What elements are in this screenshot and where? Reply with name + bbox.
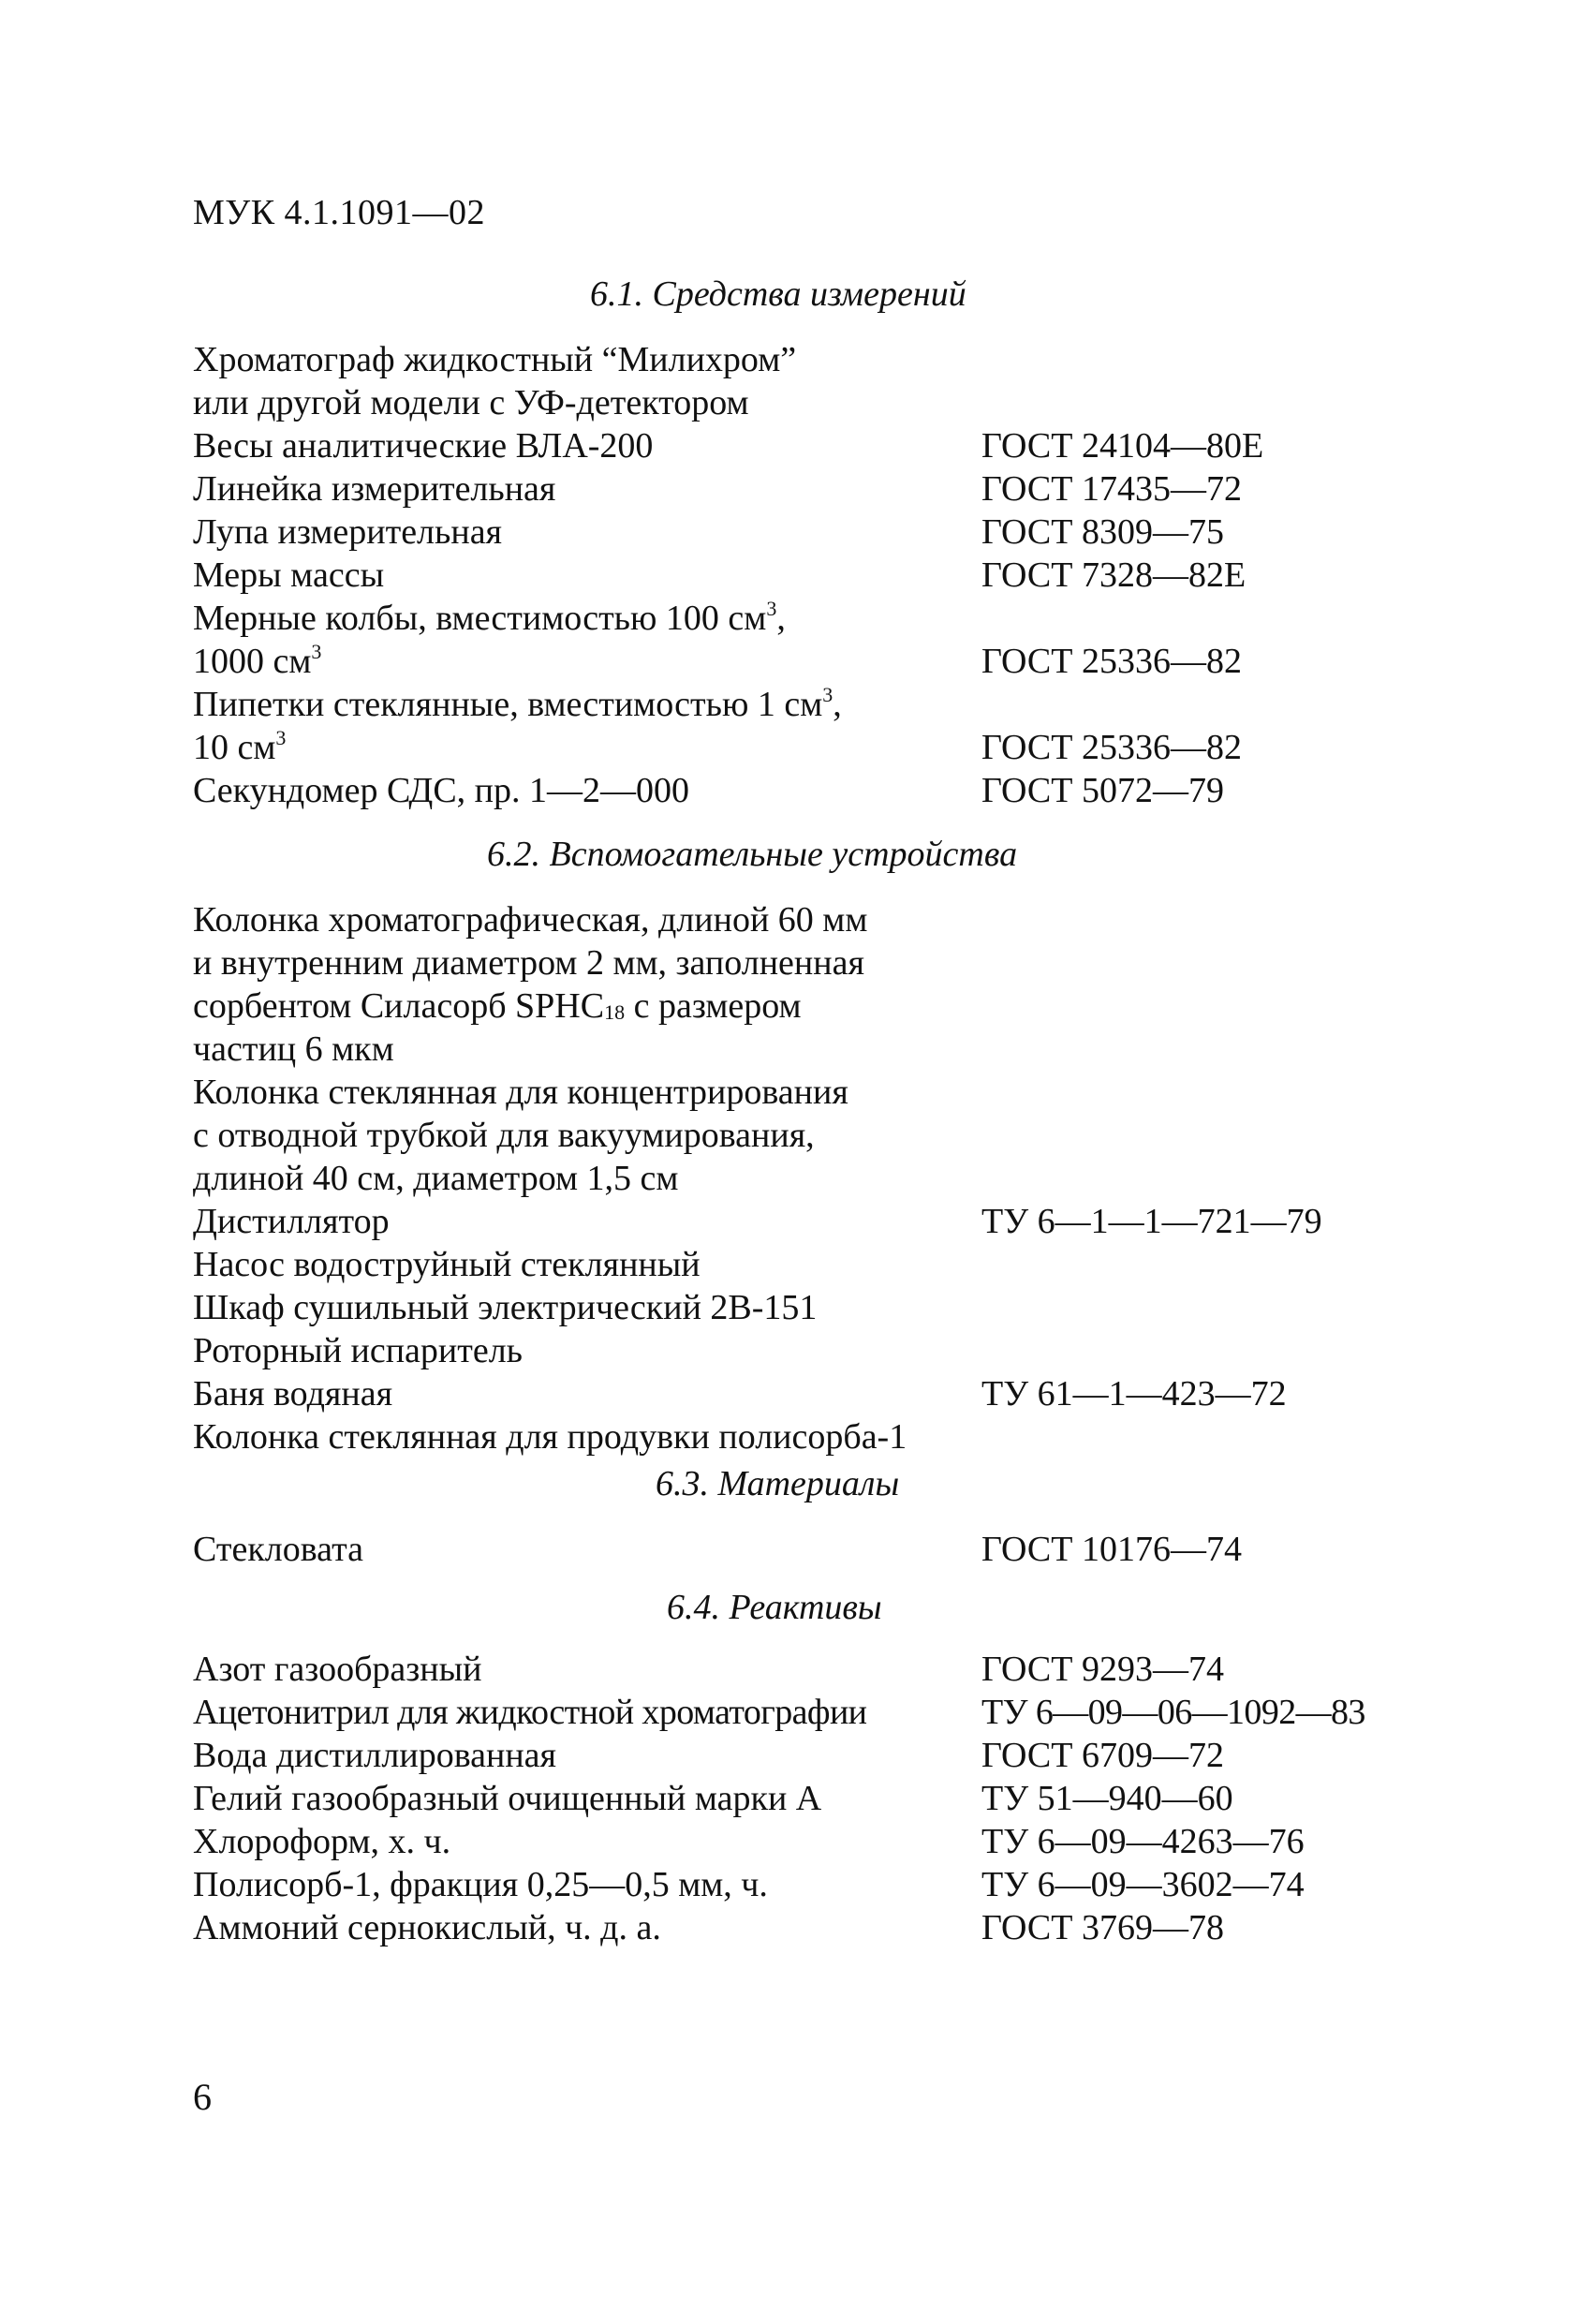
item-standard: ТУ 6—09—06—1092—83: [981, 1693, 1365, 1732]
list-item: [193, 1115, 1401, 1158]
item-name: 10 $см^3$: [193, 726, 287, 767]
item-standard: ГОСТ 25336—82: [981, 642, 1242, 681]
item-name: Весы аналитические ВЛА-200: [193, 426, 654, 466]
page-number: 6: [193, 2076, 212, 2118]
list-item: [193, 1416, 1401, 1459]
item-name: Мерные колбы, вместимостью 100 $см^3$,: [193, 597, 786, 638]
item-name: Вода дистиллированная: [193, 1736, 557, 1775]
list-item: [193, 684, 1401, 727]
item-standard: ГОСТ 3769—78: [981, 1908, 1224, 1947]
item-standard: ТУ 51—940—60: [981, 1779, 1233, 1818]
section-title-reagents: 6.4. Реактивы: [667, 1588, 882, 1627]
item-name: Стекловата: [193, 1530, 364, 1569]
item-name: с отводной трубкой для вакуумирования,: [193, 1116, 815, 1155]
item-name: Лупа измерительная: [193, 512, 503, 552]
item-name: Секундомер СДС, пр. 1—2—000: [193, 771, 690, 810]
section-title-measuring-instruments: 6.1. Средства измерений: [590, 274, 966, 314]
list-item: [193, 942, 1401, 985]
list-item: [193, 339, 1401, 382]
item-standard: ТУ 6—1—1—721—79: [981, 1202, 1322, 1241]
item-name: Роторный испаритель: [193, 1331, 524, 1370]
document-code: МУК 4.1.1091—02: [193, 193, 486, 232]
item-name: Гелий газообразный очищенный марки А: [193, 1779, 822, 1818]
item-name: Меры массы: [193, 555, 385, 595]
list-item: [193, 1158, 1401, 1201]
item-name: Колонка стеклянная для концентрирования: [193, 1073, 848, 1112]
list-item: [193, 1029, 1401, 1072]
item-standard: ГОСТ 10176—74: [981, 1530, 1242, 1569]
item-name: Хроматограф жидкостный “Милихром”: [193, 340, 797, 379]
list-item: [193, 1692, 1401, 1735]
item-name: Хлороформ, х. ч.: [193, 1822, 451, 1861]
item-name: длиной 40 см, диаметром 1,5 см: [193, 1159, 679, 1198]
item-name: Пипетки стеклянные, вместимостью 1 $см^3$,: [193, 683, 842, 724]
list-item: [193, 1244, 1401, 1287]
item-standard: ГОСТ 24104—80Е: [981, 426, 1264, 466]
item-standard: ТУ 61—1—423—72: [981, 1374, 1287, 1414]
item-name: Насос водоструйный стеклянный: [193, 1245, 701, 1284]
item-name: Аммоний сернокислый, ч. д. а.: [193, 1908, 661, 1947]
list-item: [193, 899, 1401, 942]
item-name: частиц 6 мкм: [193, 1029, 394, 1069]
item-name: 1000 $см^3$: [193, 640, 322, 681]
list-item: [193, 1373, 1401, 1416]
list-item: [193, 425, 1401, 468]
item-standard: ГОСТ 8309—75: [981, 512, 1224, 552]
list-item: [193, 1735, 1401, 1778]
list-item: [193, 598, 1401, 641]
section-title-auxiliary-devices: 6.2. Вспомогательные устройства: [487, 835, 1018, 874]
list-item: [193, 1907, 1401, 1950]
item-name: сорбентом Силасорб $SPHC_{18}$ с размером: [193, 986, 802, 1026]
list-item: [193, 1778, 1401, 1821]
list-item: [193, 1821, 1401, 1864]
item-name: Полисорб-1, фракция 0,25—0,5 мм, ч.: [193, 1865, 768, 1904]
list-item: [193, 641, 1401, 684]
list-item: [193, 1287, 1401, 1330]
item-name: Линейка измерительная: [193, 469, 556, 509]
item-name: Азот газообразный: [193, 1650, 482, 1689]
list-item: [193, 1529, 1401, 1572]
item-name: Ацетонитрил для жидкостной хроматографии: [193, 1693, 867, 1732]
item-name: Баня водяная: [193, 1374, 393, 1414]
list-item: [193, 1201, 1401, 1244]
list-item: [193, 1864, 1401, 1907]
item-standard: ТУ 6—09—3602—74: [981, 1865, 1305, 1904]
item-standard: ГОСТ 5072—79: [981, 771, 1224, 810]
section-title-materials: 6.3. Материалы: [656, 1464, 900, 1503]
item-standard: ГОСТ 17435—72: [981, 469, 1242, 509]
item-name: Шкаф сушильный электрический 2В-151: [193, 1288, 818, 1327]
list-item: [193, 511, 1401, 555]
list-item: [193, 1072, 1401, 1115]
list-item: [193, 468, 1401, 511]
item-standard: ГОСТ 7328—82Е: [981, 555, 1246, 595]
item-name: или другой модели с УФ-детектором: [193, 383, 749, 422]
list-item: [193, 1649, 1401, 1692]
item-standard: ГОСТ 6709—72: [981, 1736, 1224, 1775]
item-name: Колонка хроматографическая, длиной 60 мм: [193, 900, 868, 940]
list-item: [193, 985, 1401, 1029]
list-item: [193, 555, 1401, 598]
list-item: [193, 727, 1401, 770]
list-item: [193, 1330, 1401, 1373]
item-standard: ГОСТ 9293—74: [981, 1650, 1224, 1689]
item-name: Колонка стеклянная для продувки полисорба-1: [193, 1417, 907, 1457]
item-name: и внутренним диаметром 2 мм, заполненная: [193, 943, 864, 983]
item-standard: ГОСТ 25336—82: [981, 728, 1242, 767]
list-item: [193, 770, 1401, 813]
item-name: Дистиллятор: [193, 1202, 390, 1241]
item-standard: ТУ 6—09—4263—76: [981, 1822, 1305, 1861]
list-item: [193, 382, 1401, 425]
